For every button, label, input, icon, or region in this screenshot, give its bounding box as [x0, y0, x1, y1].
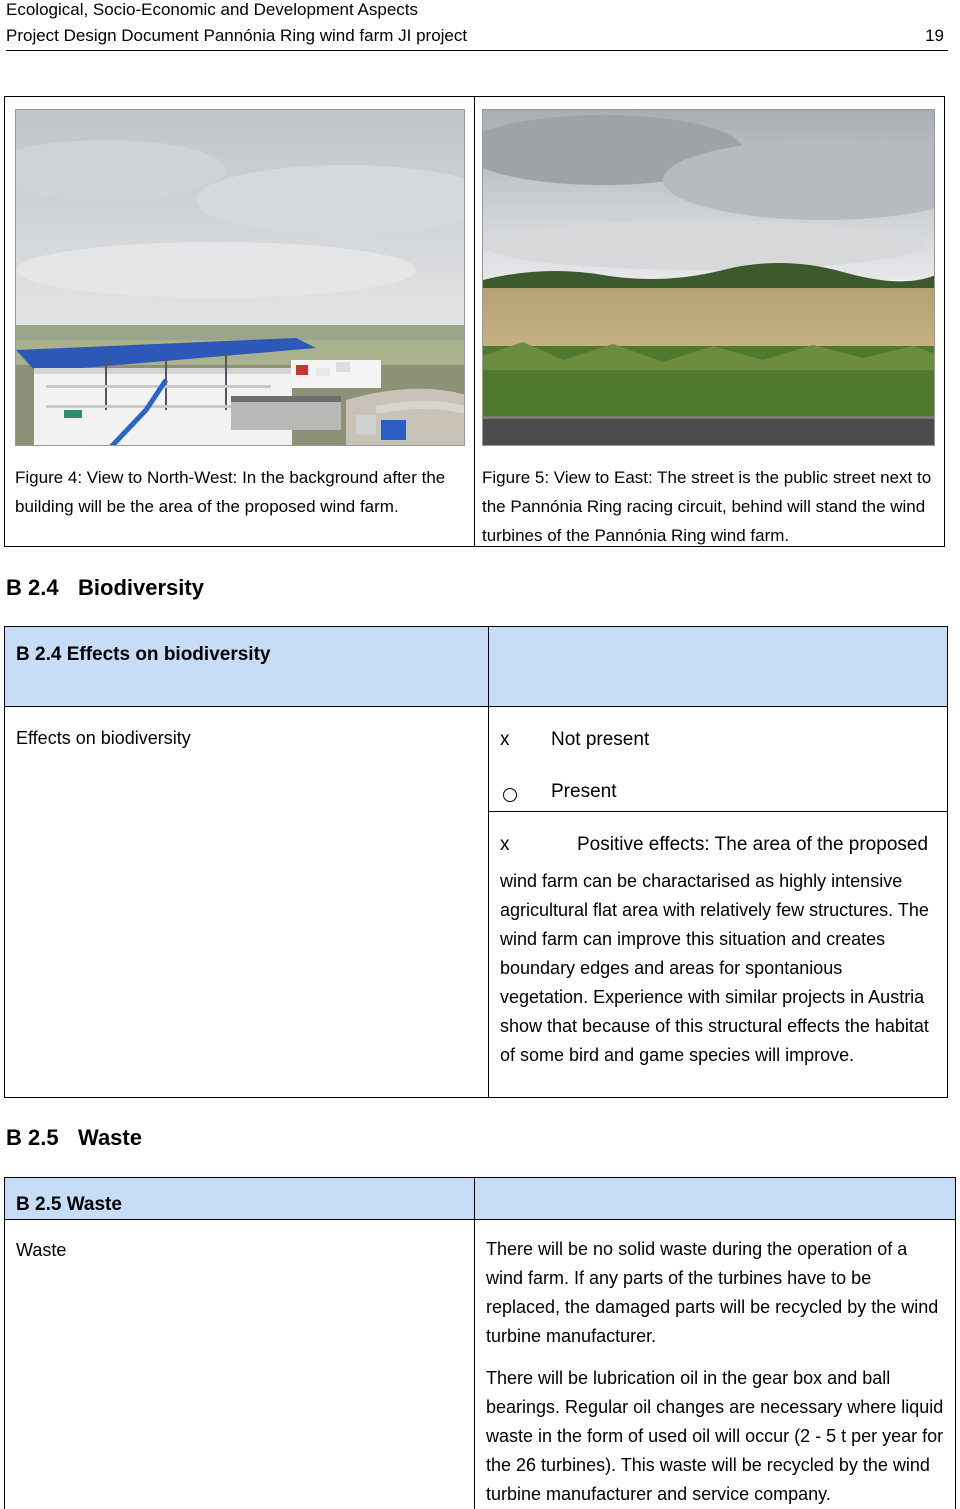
- waste-table-header: B 2.5 Waste: [16, 1194, 122, 1215]
- figure-4-caption: Figure 4: View to North-West: In the background after the building will be the area of the proposed wind farm.: [15, 468, 446, 516]
- waste-paragraph-2: There will be lubrication oil in the gear box and ball bearings. Regular oil changes are necessary where liquid waste in the form of used oil will occur (2 - 5 t per year for the 26 turbines). This waste will be recycled by the wind turbine manufacturer and service company.: [486, 1368, 944, 1504]
- biodiversity-row-label: Effects on biodiversity: [16, 728, 191, 748]
- table-rule: [474, 1177, 475, 1509]
- positive-effects-checkmark: x: [500, 834, 510, 855]
- table-rule: [4, 626, 5, 1098]
- page-number: 19: [925, 26, 944, 45]
- positive-effects-text: wind farm can be charactarised as highly intensive agricultural flat area with relatively few structures. The wind farm can improve this situation and creates boundary edges and areas for spontanious vegetation. Experience with similar projects in Austria show that because of this structural effects the habitat of some bird and game species will improve.: [500, 871, 929, 1065]
- present-label: Present: [551, 781, 617, 802]
- section-number: B 2.4: [6, 575, 59, 600]
- biodiversity-table-header-bg: [5, 627, 948, 706]
- running-header-subtitle: Project Design Document Pannónia Ring wind farm JI project: [6, 26, 468, 45]
- running-header-title: Ecological, Socio-Economic and Development Aspects: [6, 0, 418, 19]
- section-heading-waste: [6, 1125, 142, 1151]
- table-rule: [5, 706, 948, 707]
- header-rule: [6, 50, 948, 51]
- table-rule: [488, 626, 489, 1098]
- not-present-checkmark: x: [500, 729, 510, 750]
- section-title: Waste: [78, 1125, 142, 1150]
- positive-effects-text-first: Positive effects: The area of the proposed: [577, 834, 929, 855]
- table-rule: [5, 1177, 955, 1178]
- table-rule: [4, 1177, 5, 1509]
- figure-5-photo: [482, 109, 935, 446]
- waste-table-header-bg: [5, 1178, 955, 1219]
- waste-paragraph-1: There will be no solid waste during the operation of a wind farm. If any parts of the turbines have to be replaced, the damaged parts will be recycled by the wind turbine manufacturer.: [486, 1239, 939, 1346]
- table-rule: [488, 811, 948, 812]
- biodiversity-table-header: B 2.4 Effects on biodiversity: [16, 644, 271, 665]
- present-radio-icon: [503, 788, 517, 802]
- figure-4-photo: [15, 109, 465, 446]
- section-number: B 2.5: [6, 1125, 59, 1150]
- not-present-label: Not present: [551, 729, 650, 750]
- table-rule: [947, 626, 948, 1098]
- table-rule: [5, 1219, 955, 1220]
- table-rule: [955, 1177, 956, 1509]
- figure-5-caption: Figure 5: View to East: The street is the public street next to the Pannónia Ring racing circuit, behind will stand the wind turbines of the Pannónia Ring wind farm.: [482, 468, 932, 545]
- figure-table-divider: [474, 96, 475, 547]
- table-rule: [5, 1097, 948, 1098]
- section-title: Biodiversity: [78, 575, 204, 600]
- table-rule: [5, 626, 948, 627]
- waste-row-label: Waste: [16, 1240, 67, 1260]
- section-heading-biodiversity: [6, 575, 204, 601]
